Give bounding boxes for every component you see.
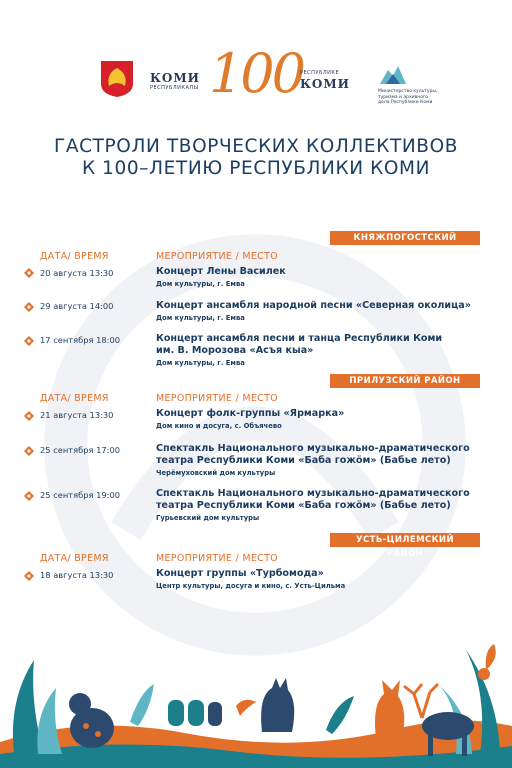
event-place: Гурьевский дом культуры [156,514,260,522]
komi-coat-of-arms-icon [100,60,134,98]
page-title-line-2: К 100–ЛЕТИЮ РЕСПУБЛИКИ КОМИ [81,158,431,179]
event-place: Дом культуры, г. Емва [156,280,245,288]
event-item [156,300,496,323]
event-item [156,443,496,478]
logo-komi-respublikaly [150,72,210,91]
event-date: 18 августа 13:30 [40,570,114,580]
ministry-text: Министерство культуры, туризма и архивного дела Республики Коми [378,89,438,105]
folk-art-footer-illustration [0,630,512,768]
event-item [156,408,496,431]
event-date: 21 августа 13:30 [40,410,114,420]
district-banner: КНЯЖПОГОСТСКИЙ РАЙОН [330,231,480,245]
event-title-line-2: им. В. Морозова «Асъя кыа» [156,345,314,356]
ministry-emblem-icon [378,60,408,86]
logo-left-word: КОМИ [150,71,200,85]
date-column-header: ДАТА/ ВРЕМЯ [40,393,109,404]
event-title-line-1: Спектакль Национального музыкально-драматического [156,488,470,499]
date-column-header: ДАТА/ ВРЕМЯ [40,553,109,564]
event-title-line-2: театра Республики Коми «Баба гожӧм» (Бабье лето) [156,455,451,466]
fox-figure-icon [375,680,404,738]
bullet-ornament-icon [24,446,34,456]
bullet-ornament-icon [24,491,34,501]
event-title: Концерт фолк-группы «Ярмарка» [156,408,345,419]
bullet-ornament-icon [24,302,34,312]
event-place: Дом культуры, г. Емва [156,359,245,367]
squirrel-icon [478,644,496,680]
bullet-ornament-icon [24,571,34,581]
district-banner: ПРИЛУЗСКИЙ РАЙОН [330,374,480,388]
event-date: 25 сентября 17:00 [40,445,121,455]
bird-icon [236,700,256,716]
event-date: 29 августа 14:00 [40,301,114,311]
district-banner: УСТЬ-ЦИЛЕМСКИЙ РАЙОН [330,533,480,547]
event-date: 17 сентября 18:00 [40,335,121,345]
bullet-ornament-icon [24,336,34,346]
event-place: Черёмуховский дом культуры [156,469,276,477]
event-place: Центр культуры, досуга и кино, с. Усть-Цильма [156,582,346,590]
bear-figure-icon [69,693,114,748]
bullet-ornament-icon [24,268,34,278]
event-place: Дом кино и досуга, с. Объячево [156,422,282,430]
event-column-header: МЕРОПРИЯТИЕ / МЕСТО [156,393,278,404]
page-title [0,136,512,180]
logo-respublike-komi [300,70,370,90]
logo-left-sub: РЕСПУБЛИКАЛЫ [150,85,199,91]
event-item [156,266,496,289]
cat-figure-icon [261,678,294,732]
event-title-line-1: Концерт ансамбля песни и танца Республики Коми [156,333,443,344]
event-item [156,488,496,523]
event-title: Концерт ансамбля народной песни «Северная околица» [156,300,471,311]
event-title: Концерт группы «Турбомода» [156,568,324,579]
header-logos [0,40,512,110]
event-date: 25 сентября 19:00 [40,490,121,500]
logo-right-sub: РЕСПУБЛИКЕ [300,70,340,76]
logo-right-word: КОМИ [300,77,350,91]
event-column-header: МЕРОПРИЯТИЕ / МЕСТО [156,251,278,262]
event-title-line-2: театра Республики Коми «Баба гожӧм» (Бабье лето) [156,500,451,511]
bullet-ornament-icon [24,411,34,421]
event-place: Дом культуры, г. Емва [156,314,245,322]
date-column-header: ДАТА/ ВРЕМЯ [40,251,109,262]
page-title-line-1: ГАСТРОЛИ ТВОРЧЕСКИХ КОЛЛЕКТИВОВ [53,136,459,157]
event-title: Концерт Лены Василек [156,266,286,277]
event-date: 20 августа 13:30 [40,268,114,278]
mittens-icon [168,700,222,726]
event-title-line-1: Спектакль Национального музыкально-драматического [156,443,470,454]
ministry-logo [378,60,438,106]
logo-100: 100 [208,42,304,105]
event-item [156,333,496,368]
event-column-header: МЕРОПРИЯТИЕ / МЕСТО [156,553,278,564]
event-item [156,568,496,591]
